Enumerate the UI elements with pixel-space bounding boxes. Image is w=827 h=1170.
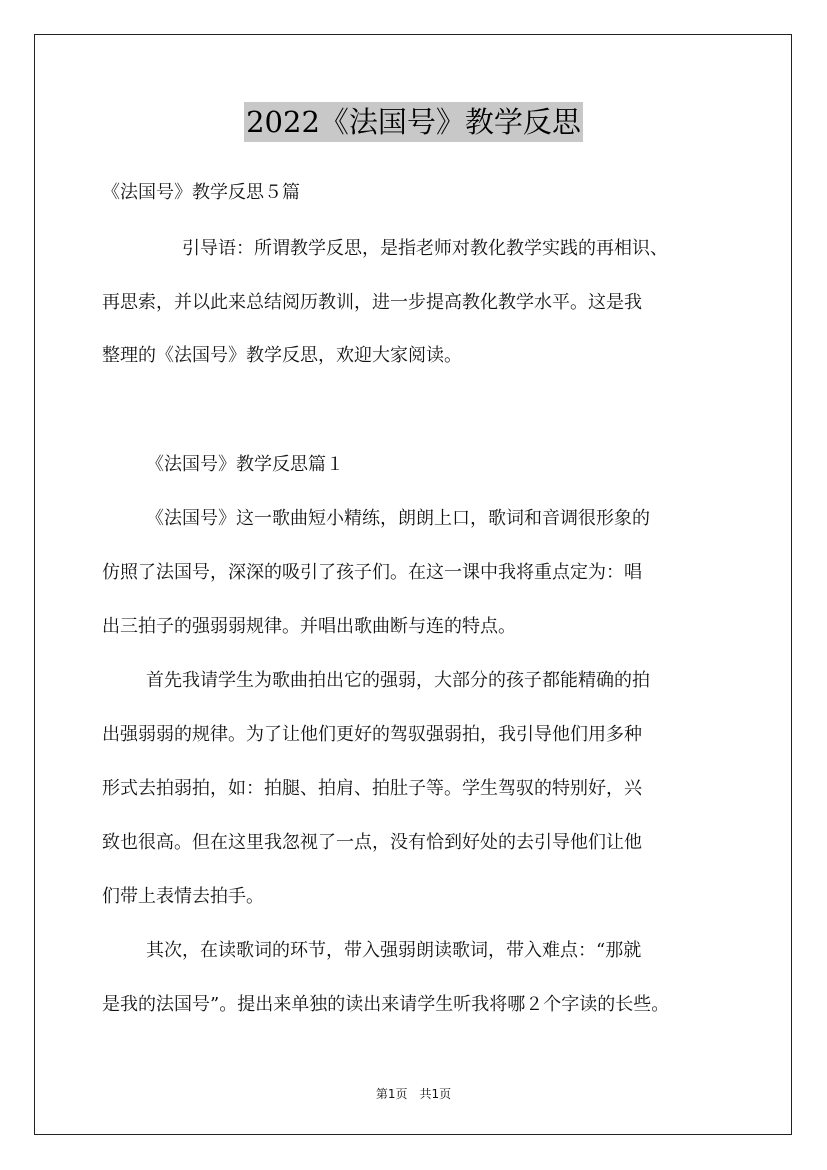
paragraph-line: 其次，在读歌词的环节，带入强弱朗读歌词，带入难点：“那就 bbox=[146, 940, 642, 961]
page-footer: 第1页 共1页 bbox=[375, 1087, 452, 1101]
document-title: 2022《法国号》教学反思 bbox=[244, 102, 583, 142]
paragraph-line: 们带上表情去拍手。 bbox=[102, 886, 264, 907]
paragraph-line: 是我的法国号”。提出来单独的读出来请学生听我将哪２个字读的长些。 bbox=[102, 994, 670, 1015]
paragraph-line: 形式去拍弱拍，如：拍腿、拍肩、拍肚子等。学生驾驭的特别好，兴 bbox=[102, 778, 642, 799]
section-heading: 《法国号》教学反思篇１ bbox=[146, 454, 344, 475]
document-subtitle: 《法国号》教学反思５篇 bbox=[102, 182, 300, 203]
intro-line: 再思索，并以此来总结阅历教训，进一步提高教化教学水平。这是我 bbox=[102, 292, 642, 313]
intro-line: 引导语：所谓教学反思，是指老师对教化教学实践的再相识、 bbox=[182, 238, 668, 259]
paragraph-line: 出强弱弱的规律。为了让他们更好的驾驭强弱拍，我引导他们用多种 bbox=[102, 724, 642, 745]
paragraph-line: 《法国号》这一歌曲短小精练，朗朗上口，歌词和音调很形象的 bbox=[146, 508, 650, 529]
paragraph-line: 仿照了法国号，深深的吸引了孩子们。在这一课中我将重点定为：唱 bbox=[102, 562, 642, 583]
paragraph-line: 首先我请学生为歌曲拍出它的强弱，大部分的孩子都能精确的拍 bbox=[146, 670, 650, 691]
intro-line: 整理的《法国号》教学反思，欢迎大家阅读。 bbox=[102, 345, 462, 366]
title-container bbox=[0, 102, 827, 142]
paragraph-line: 出三拍子的强弱弱规律。并唱出歌曲断与连的特点。 bbox=[102, 616, 516, 637]
paragraph-line: 致也很高。但在这里我忽视了一点，没有恰到好处的去引导他们让他 bbox=[102, 832, 642, 853]
